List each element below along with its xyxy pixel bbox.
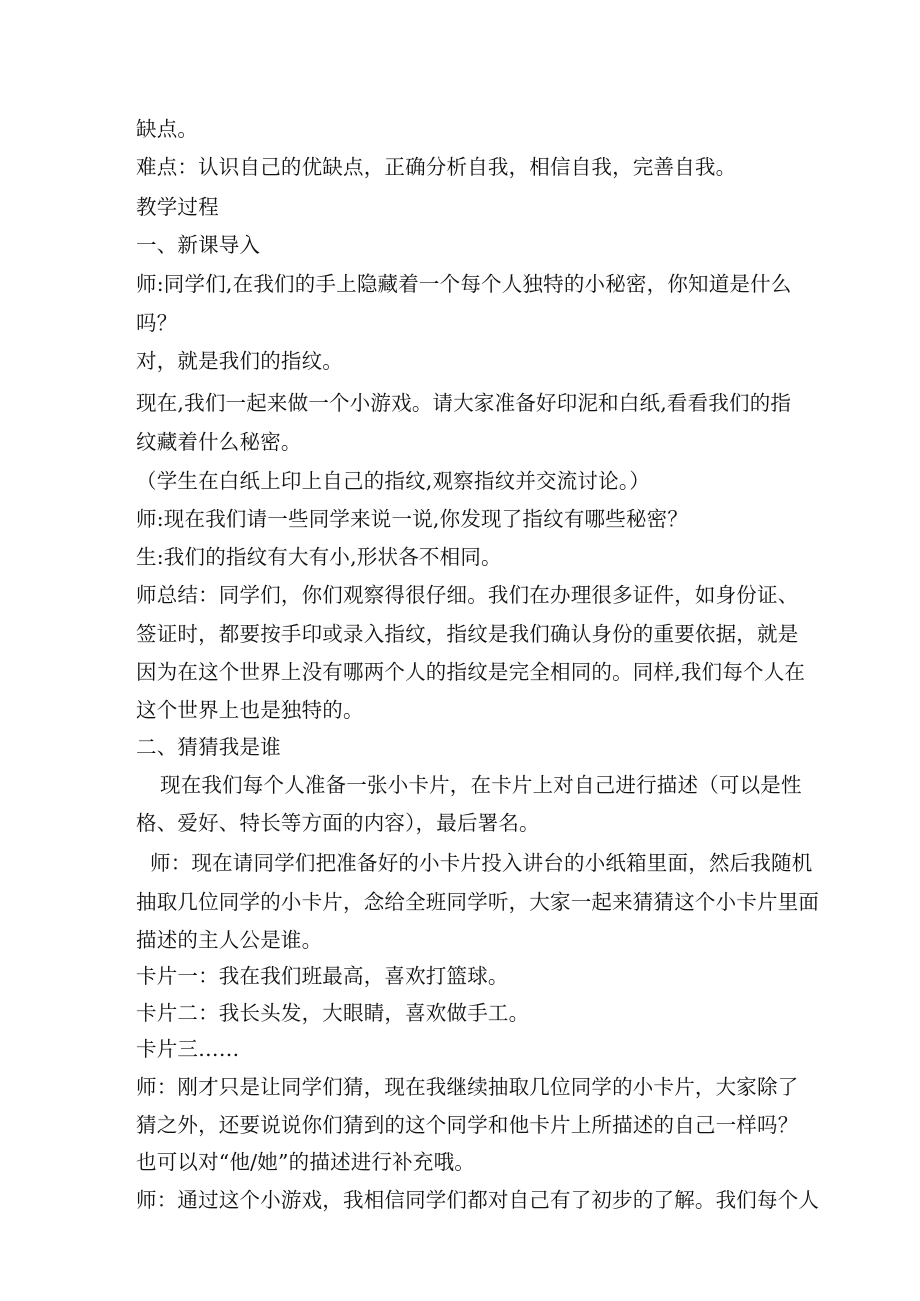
text-line-1: 缺点。 [136, 117, 199, 141]
card-two: 卡片二：我长头发，大眼睛，喜欢做手工。 [136, 1001, 530, 1025]
text-line-27: 猜之外，还要说说你们猜到的这个同学和他卡片上所描述的自己一样吗？ [136, 1113, 799, 1137]
text-line-10: （学生在白纸上印上自己的指纹,观察指纹并交流讨论。） [136, 469, 650, 493]
text-line-20: 师：现在请同学们把准备好的小卡片投入讲台的小纸箱里面，然后我随机 [150, 851, 813, 875]
text-line-6: 吗？ [136, 311, 178, 335]
text-line-16: 这个世界上也是独特的。 [136, 698, 364, 722]
text-line-22: 描述的主人公是谁。 [136, 928, 323, 952]
text-line-5: 师:同学们,在我们的手上隐藏着一个每个人独特的小秘密，你知道是什么 [136, 272, 792, 296]
text-line-2: 难点：认识自己的优缺点，正确分析自我，相信自我，完善自我。 [136, 155, 737, 179]
text-line-28: 也可以对“他/她”的描述进行补充哦。 [136, 1150, 475, 1174]
text-line-14: 签证时，都要按手印或录入指纹，指纹是我们确认身份的重要依据，就是 [136, 622, 799, 646]
text-line-9: 纹藏着什么秘密。 [136, 430, 302, 454]
text-line-29: 师：通过这个小游戏，我相信同学们都对自己有了初步的了解。我们每个人 [136, 1188, 820, 1212]
section-heading-1: 一、新课导入 [136, 233, 261, 257]
text-line-15: 因为在这个世界上没有哪两个人的指纹是完全相同的。同样,我们每个人在 [136, 660, 806, 684]
text-line-13: 师总结：同学们，你们观察得很仔细。我们在办理很多证件，如身份证、 [136, 583, 799, 607]
card-three: 卡片三…… [136, 1037, 240, 1061]
text-line-8: 现在,我们一起来做一个小游戏。请大家准备好印泥和白纸,看看我们的指 [136, 391, 792, 415]
text-line-12: 生:我们的指纹有大有小,形状各不相同。 [136, 545, 502, 569]
text-line-21: 抽取几位同学的小卡片，念给全班同学听，大家一起来猜猜这个小卡片里面 [136, 890, 820, 914]
text-line-26: 师：刚才只是让同学们猜，现在我继续抽取几位同学的小卡片，大家除了 [136, 1075, 799, 1099]
text-line-19: 格、爱好、特长等方面的内容），最后署名。 [136, 811, 540, 835]
section-heading-teaching-process: 教学过程 [136, 195, 219, 219]
text-line-11: 师:现在我们请一些同学来说一说,你发现了指纹有哪些秘密？ [136, 507, 689, 531]
section-heading-2: 二、猜猜我是谁 [136, 735, 281, 759]
text-line-7: 对，就是我们的指纹。 [136, 349, 343, 373]
card-one: 卡片一：我在我们班最高，喜欢打篮球。 [136, 964, 509, 988]
text-line-18: 现在我们每个人准备一张小卡片，在卡片上对自己进行描述（可以是性 [160, 773, 802, 797]
